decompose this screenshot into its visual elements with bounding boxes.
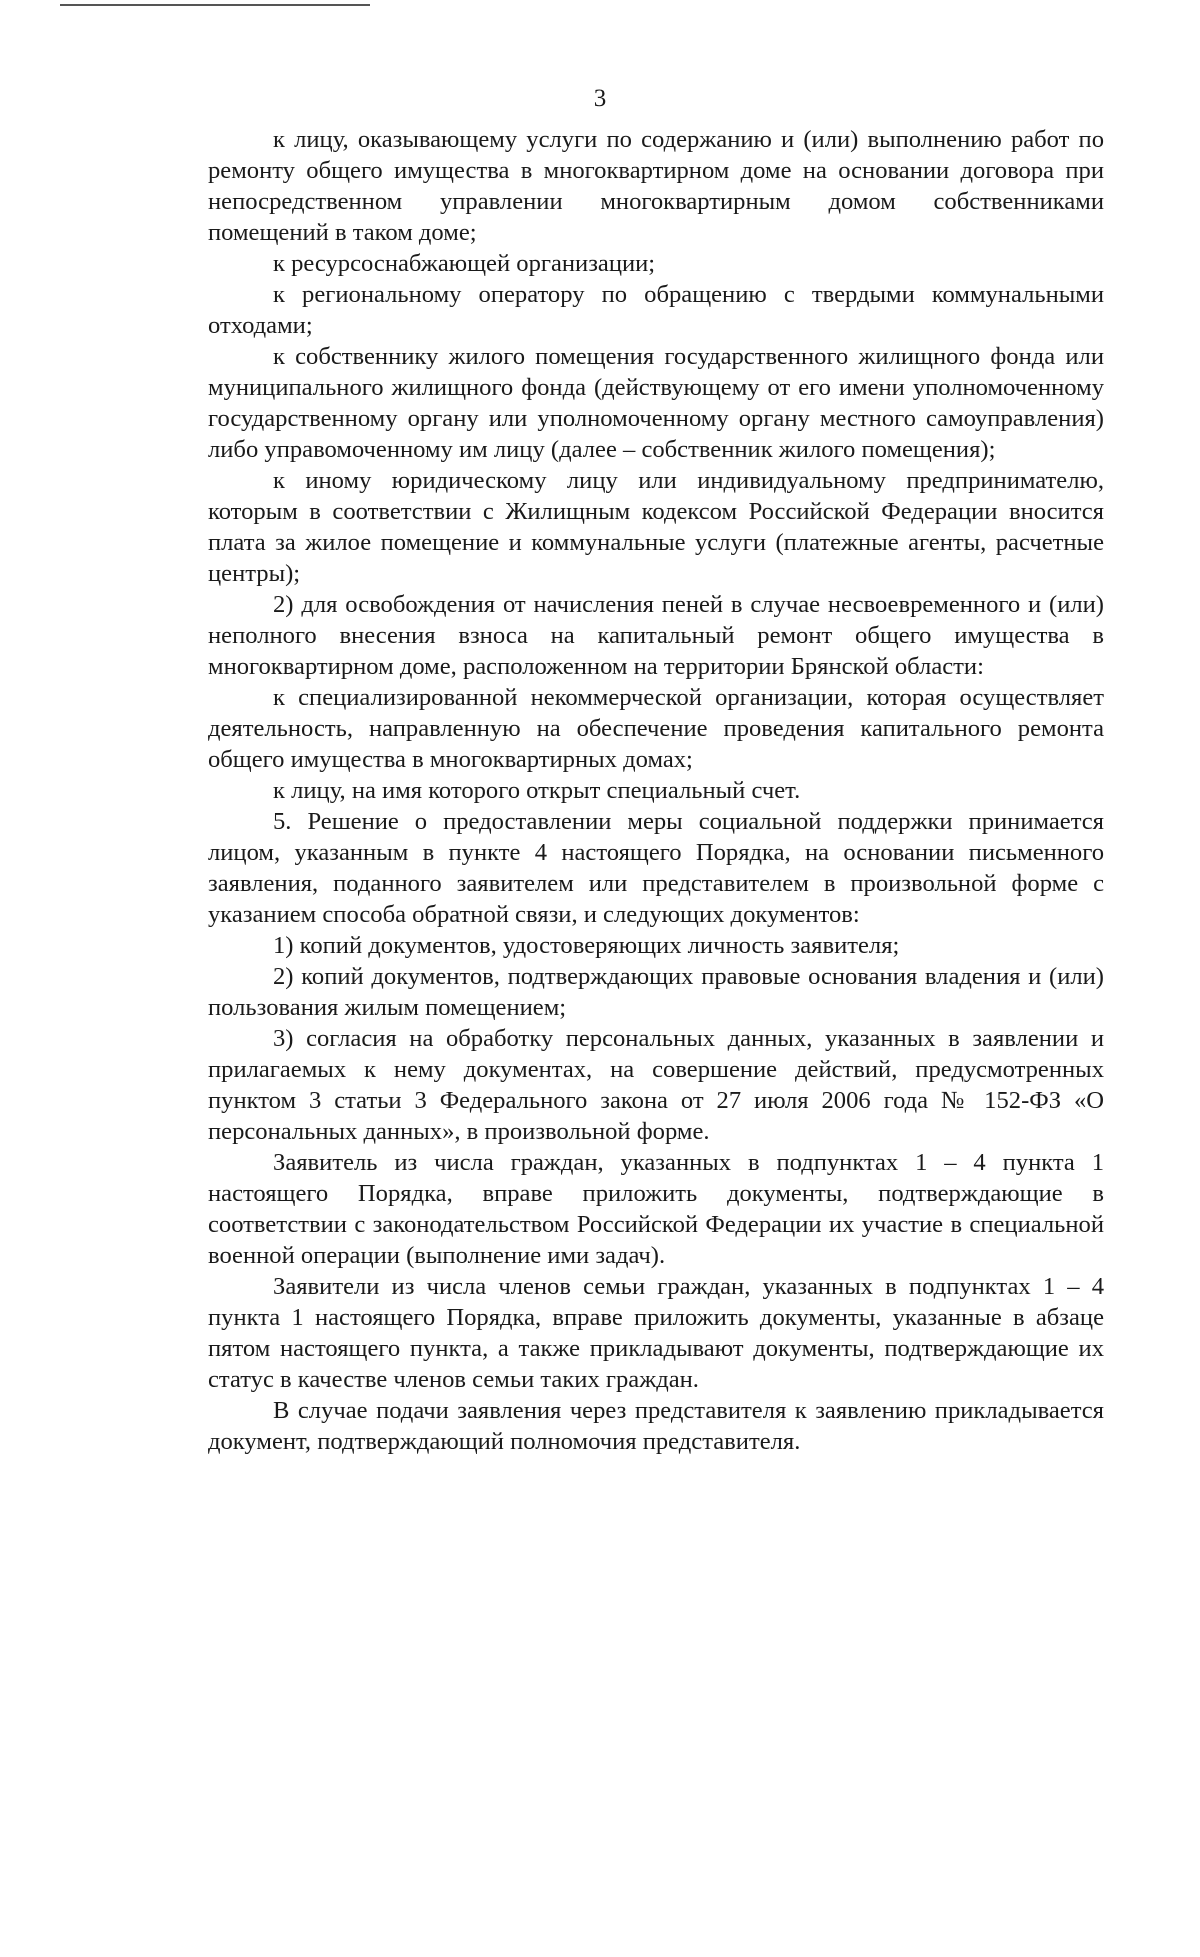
paragraph: 2) копий документов, подтверждающих правовые основания владения и (или) пользования жилым помещением; bbox=[208, 963, 1104, 1021]
paragraph: 2) для освобождения от начисления пеней в случае несвоевременного и (или) неполного внесения взноса на капитальный ремонт общего имущества в многоквартирном доме, расположенном на территории Брянской области: bbox=[208, 591, 1104, 680]
paragraph: к собственнику жилого помещения государственного жилищного фонда или муниципального жилищного фонда (действующему от его имени уполномоченному государственному органу или уполномоченному органу местного самоуправления) либо управомоченному им лицу (далее – собственник жилого помещения); bbox=[208, 343, 1104, 463]
paragraph: к лицу, на имя которого открыт специальный счет. bbox=[273, 777, 801, 804]
paragraph: к иному юридическому лицу или индивидуальному предпринимателю, которым в соответствии с Жилищным кодексом Российской Федерации вносится плата за жилое помещение и коммунальные услуги (платежные агенты, расчетные центры); bbox=[208, 467, 1104, 587]
paragraph: к региональному оператору по обращению с твердыми коммунальными отходами; bbox=[208, 281, 1104, 339]
paragraph: Заявители из числа членов семьи граждан, указанных в подпунктах 1 – 4 пункта 1 настоящего Порядка, вправе приложить документы, указанные в абзаце пятом настоящего пункта, а также прикладывают документы, подтверждающие их статус в качестве членов семьи таких граждан. bbox=[208, 1273, 1104, 1393]
paragraph: 5. Решение о предоставлении меры социальной поддержки принимается лицом, указанным в пункте 4 настоящего Порядка, на основании письменного заявления, поданного заявителем или представителем в произвольной форме с указанием способа обратной связи, и следующих документов: bbox=[208, 808, 1104, 928]
paragraph: 1) копий документов, удостоверяющих личность заявителя; bbox=[273, 932, 900, 959]
document-body bbox=[208, 124, 1104, 1457]
paragraph: к ресурсоснабжающей организации; bbox=[273, 250, 656, 277]
paragraph: В случае подачи заявления через представителя к заявлению прикладывается документ, подтверждающий полномочия представителя. bbox=[208, 1397, 1104, 1455]
paragraph: к специализированной некоммерческой организации, которая осуществляет деятельность, направленную на обеспечение проведения капитального ремонта общего имущества в многоквартирных домах; bbox=[208, 684, 1104, 773]
paragraph: Заявитель из числа граждан, указанных в подпунктах 1 – 4 пункта 1 настоящего Порядка, вправе приложить документы, подтверждающие в соответствии с законодательством Российской Федерации их участие в специальной военной операции (выполнение ими задач). bbox=[208, 1149, 1104, 1269]
page-number: 3 bbox=[593, 85, 607, 112]
paragraph: к лицу, оказывающему услуги по содержанию и (или) выполнению работ по ремонту общего имущества в многоквартирном доме на основании договора при непосредственном управлении многоквартирным домом собственниками помещений в таком доме; bbox=[208, 126, 1104, 246]
scan-edge-line bbox=[60, 4, 370, 6]
paragraph: 3) согласия на обработку персональных данных, указанных в заявлении и прилагаемых к нему документах, на совершение действий, предусмотренных пунктом 3 статьи 3 Федерального закона от 27 июля 2006 года № 152-ФЗ «О персональных данных», в произвольной форме. bbox=[208, 1025, 1104, 1145]
